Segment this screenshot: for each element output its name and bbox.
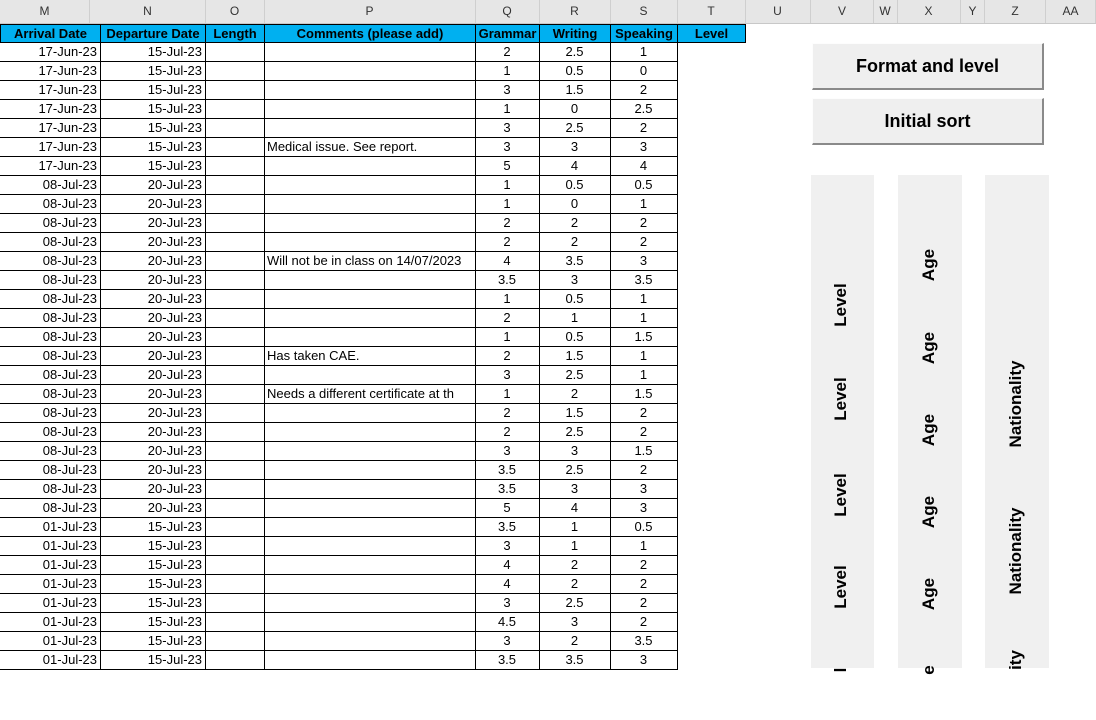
comment-cell[interactable] xyxy=(264,233,476,252)
arrival-date-cell[interactable]: 08-Jul-23 xyxy=(0,442,101,461)
departure-date-cell[interactable]: 20-Jul-23 xyxy=(100,461,206,480)
column-letter-8[interactable]: T xyxy=(677,0,746,23)
departure-date-cell[interactable]: 15-Jul-23 xyxy=(100,594,206,613)
writing-cell[interactable]: 1 xyxy=(539,537,611,556)
arrival-date-cell[interactable]: 01-Jul-23 xyxy=(0,651,101,670)
grammar-cell[interactable]: 1 xyxy=(475,62,540,81)
departure-date-cell[interactable]: 15-Jul-23 xyxy=(100,62,206,81)
length-cell[interactable] xyxy=(205,423,265,442)
speaking-cell[interactable]: 1 xyxy=(610,537,678,556)
writing-cell[interactable]: 3 xyxy=(539,480,611,499)
writing-cell[interactable]: 0.5 xyxy=(539,176,611,195)
age-option-3[interactable]: Age xyxy=(919,413,938,447)
arrival-date-cell[interactable]: 08-Jul-23 xyxy=(0,499,101,518)
comment-cell[interactable]: Will not be in class on 14/07/2023 xyxy=(264,252,476,271)
departure-date-cell[interactable]: 15-Jul-23 xyxy=(100,81,206,100)
comment-cell[interactable] xyxy=(264,81,476,100)
grammar-cell[interactable]: 3.5 xyxy=(475,518,540,537)
departure-date-cell[interactable]: 20-Jul-23 xyxy=(100,385,206,404)
arrival-date-cell[interactable]: 08-Jul-23 xyxy=(0,176,101,195)
level-option-3[interactable]: Level xyxy=(831,473,850,517)
speaking-cell[interactable]: 2 xyxy=(610,613,678,632)
grammar-cell[interactable]: 4 xyxy=(475,252,540,271)
writing-cell[interactable]: 4 xyxy=(539,499,611,518)
speaking-cell[interactable]: 4 xyxy=(610,157,678,176)
speaking-cell[interactable]: 0.5 xyxy=(610,518,678,537)
grammar-cell[interactable]: 2 xyxy=(475,309,540,328)
writing-cell[interactable]: 2 xyxy=(539,233,611,252)
arrival-date-cell[interactable]: 01-Jul-23 xyxy=(0,575,101,594)
length-cell[interactable] xyxy=(205,594,265,613)
comment-cell[interactable] xyxy=(264,100,476,119)
length-cell[interactable] xyxy=(205,480,265,499)
grammar-cell[interactable]: 3 xyxy=(475,366,540,385)
column-letter-15[interactable]: AA xyxy=(1046,0,1096,23)
speaking-cell[interactable]: 2 xyxy=(610,81,678,100)
column-letter-9[interactable]: U xyxy=(745,0,811,23)
speaking-cell[interactable]: 1 xyxy=(610,366,678,385)
comment-cell[interactable]: Needs a different certificate at th xyxy=(264,385,476,404)
departure-date-cell[interactable]: 20-Jul-23 xyxy=(100,290,206,309)
column-letter-4[interactable]: P xyxy=(264,0,476,23)
writing-cell[interactable]: 0.5 xyxy=(539,62,611,81)
grammar-cell[interactable]: 4 xyxy=(475,556,540,575)
departure-date-cell[interactable]: 20-Jul-23 xyxy=(100,366,206,385)
comment-cell[interactable] xyxy=(264,119,476,138)
speaking-cell[interactable]: 2 xyxy=(610,404,678,423)
departure-date-cell[interactable]: 15-Jul-23 xyxy=(100,100,206,119)
column-letter-5[interactable]: Q xyxy=(475,0,540,23)
arrival-date-cell[interactable]: 08-Jul-23 xyxy=(0,423,101,442)
length-cell[interactable] xyxy=(205,233,265,252)
comment-cell[interactable] xyxy=(264,290,476,309)
writing-cell[interactable]: 2.5 xyxy=(539,43,611,62)
grammar-cell[interactable]: 1 xyxy=(475,195,540,214)
header-grammar[interactable]: Grammar xyxy=(475,24,540,43)
speaking-cell[interactable]: 3.5 xyxy=(610,271,678,290)
arrival-date-cell[interactable]: 08-Jul-23 xyxy=(0,309,101,328)
column-letter-3[interactable]: O xyxy=(205,0,265,23)
speaking-cell[interactable]: 2 xyxy=(610,575,678,594)
departure-date-cell[interactable]: 15-Jul-23 xyxy=(100,556,206,575)
departure-date-cell[interactable]: 20-Jul-23 xyxy=(100,328,206,347)
initial-sort-button[interactable]: Initial sort xyxy=(812,98,1044,145)
length-cell[interactable] xyxy=(205,461,265,480)
grammar-cell[interactable]: 1 xyxy=(475,328,540,347)
speaking-cell[interactable]: 2 xyxy=(610,556,678,575)
comment-cell[interactable] xyxy=(264,214,476,233)
speaking-cell[interactable]: 0.5 xyxy=(610,176,678,195)
column-letter-2[interactable]: N xyxy=(90,0,206,23)
comment-cell[interactable] xyxy=(264,556,476,575)
length-cell[interactable] xyxy=(205,347,265,366)
arrival-date-cell[interactable]: 08-Jul-23 xyxy=(0,366,101,385)
age-option-1[interactable]: Age xyxy=(919,248,938,282)
speaking-cell[interactable]: 2 xyxy=(610,461,678,480)
departure-date-cell[interactable]: 20-Jul-23 xyxy=(100,480,206,499)
departure-date-cell[interactable]: 20-Jul-23 xyxy=(100,309,206,328)
speaking-cell[interactable]: 1.5 xyxy=(610,328,678,347)
column-letter-6[interactable]: R xyxy=(539,0,611,23)
grammar-cell[interactable]: 2 xyxy=(475,214,540,233)
comment-cell[interactable] xyxy=(264,309,476,328)
grammar-cell[interactable]: 3.5 xyxy=(475,651,540,670)
writing-cell[interactable]: 1.5 xyxy=(539,404,611,423)
grammar-cell[interactable]: 3.5 xyxy=(475,271,540,290)
length-cell[interactable] xyxy=(205,119,265,138)
departure-date-cell[interactable]: 15-Jul-23 xyxy=(100,119,206,138)
arrival-date-cell[interactable]: 08-Jul-23 xyxy=(0,195,101,214)
grammar-cell[interactable]: 1 xyxy=(475,385,540,404)
speaking-cell[interactable]: 0 xyxy=(610,62,678,81)
arrival-date-cell[interactable]: 01-Jul-23 xyxy=(0,613,101,632)
column-letter-10[interactable]: V xyxy=(811,0,874,23)
length-cell[interactable] xyxy=(205,100,265,119)
departure-date-cell[interactable]: 20-Jul-23 xyxy=(100,271,206,290)
length-cell[interactable] xyxy=(205,214,265,233)
speaking-cell[interactable]: 1.5 xyxy=(610,385,678,404)
comment-cell[interactable] xyxy=(264,157,476,176)
speaking-cell[interactable]: 1 xyxy=(610,290,678,309)
grammar-cell[interactable]: 3 xyxy=(475,138,540,157)
grammar-cell[interactable]: 3 xyxy=(475,442,540,461)
grammar-cell[interactable]: 4.5 xyxy=(475,613,540,632)
age-option-6[interactable]: e xyxy=(919,665,938,675)
arrival-date-cell[interactable]: 01-Jul-23 xyxy=(0,537,101,556)
arrival-date-cell[interactable]: 08-Jul-23 xyxy=(0,404,101,423)
grammar-cell[interactable]: 5 xyxy=(475,157,540,176)
writing-cell[interactable]: 1 xyxy=(539,518,611,537)
arrival-date-cell[interactable]: 17-Jun-23 xyxy=(0,157,101,176)
speaking-cell[interactable]: 2 xyxy=(610,423,678,442)
nationality-option-1[interactable]: Nationality xyxy=(1006,360,1025,448)
length-cell[interactable] xyxy=(205,537,265,556)
comment-cell[interactable] xyxy=(264,499,476,518)
departure-date-cell[interactable]: 20-Jul-23 xyxy=(100,442,206,461)
writing-cell[interactable]: 2.5 xyxy=(539,461,611,480)
grammar-cell[interactable]: 5 xyxy=(475,499,540,518)
length-cell[interactable] xyxy=(205,385,265,404)
nationality-option-2[interactable]: Nationality xyxy=(1006,507,1025,595)
comment-cell[interactable] xyxy=(264,328,476,347)
length-cell[interactable] xyxy=(205,157,265,176)
writing-cell[interactable]: 2.5 xyxy=(539,594,611,613)
grammar-cell[interactable]: 3 xyxy=(475,537,540,556)
length-cell[interactable] xyxy=(205,328,265,347)
writing-cell[interactable]: 0 xyxy=(539,195,611,214)
writing-cell[interactable]: 1 xyxy=(539,309,611,328)
length-cell[interactable] xyxy=(205,651,265,670)
speaking-cell[interactable]: 3 xyxy=(610,651,678,670)
comment-cell[interactable] xyxy=(264,594,476,613)
arrival-date-cell[interactable]: 08-Jul-23 xyxy=(0,290,101,309)
departure-date-cell[interactable]: 20-Jul-23 xyxy=(100,176,206,195)
speaking-cell[interactable]: 2 xyxy=(610,594,678,613)
header-level[interactable]: Level xyxy=(677,24,746,43)
comment-cell[interactable] xyxy=(264,176,476,195)
speaking-cell[interactable]: 3 xyxy=(610,499,678,518)
level-option-2[interactable]: Level xyxy=(831,377,850,421)
arrival-date-cell[interactable]: 17-Jun-23 xyxy=(0,138,101,157)
grammar-cell[interactable]: 3.5 xyxy=(475,480,540,499)
speaking-cell[interactable]: 3 xyxy=(610,138,678,157)
writing-cell[interactable]: 1.5 xyxy=(539,347,611,366)
arrival-date-cell[interactable]: 08-Jul-23 xyxy=(0,347,101,366)
departure-date-cell[interactable]: 20-Jul-23 xyxy=(100,499,206,518)
speaking-cell[interactable]: 3 xyxy=(610,480,678,499)
comment-cell[interactable] xyxy=(264,461,476,480)
arrival-date-cell[interactable]: 08-Jul-23 xyxy=(0,271,101,290)
writing-cell[interactable]: 2 xyxy=(539,632,611,651)
grammar-cell[interactable]: 3 xyxy=(475,81,540,100)
writing-cell[interactable]: 0.5 xyxy=(539,290,611,309)
grammar-cell[interactable]: 1 xyxy=(475,100,540,119)
age-option-4[interactable]: Age xyxy=(919,495,938,529)
departure-date-cell[interactable]: 15-Jul-23 xyxy=(100,43,206,62)
writing-cell[interactable]: 3 xyxy=(539,613,611,632)
speaking-cell[interactable]: 1 xyxy=(610,43,678,62)
arrival-date-cell[interactable]: 08-Jul-23 xyxy=(0,461,101,480)
speaking-cell[interactable]: 3.5 xyxy=(610,632,678,651)
writing-cell[interactable]: 2 xyxy=(539,556,611,575)
departure-date-cell[interactable]: 20-Jul-23 xyxy=(100,423,206,442)
writing-cell[interactable]: 3.5 xyxy=(539,651,611,670)
grammar-cell[interactable]: 3 xyxy=(475,594,540,613)
writing-cell[interactable]: 4 xyxy=(539,157,611,176)
level-option-4[interactable]: Level xyxy=(831,565,850,609)
departure-date-cell[interactable]: 20-Jul-23 xyxy=(100,195,206,214)
arrival-date-cell[interactable]: 17-Jun-23 xyxy=(0,81,101,100)
writing-cell[interactable]: 3.5 xyxy=(539,252,611,271)
length-cell[interactable] xyxy=(205,138,265,157)
length-cell[interactable] xyxy=(205,62,265,81)
speaking-cell[interactable]: 2 xyxy=(610,119,678,138)
departure-date-cell[interactable]: 15-Jul-23 xyxy=(100,518,206,537)
length-cell[interactable] xyxy=(205,632,265,651)
arrival-date-cell[interactable]: 08-Jul-23 xyxy=(0,328,101,347)
writing-cell[interactable]: 2 xyxy=(539,214,611,233)
grammar-cell[interactable]: 3 xyxy=(475,119,540,138)
writing-cell[interactable]: 2 xyxy=(539,385,611,404)
comment-cell[interactable] xyxy=(264,480,476,499)
departure-date-cell[interactable]: 20-Jul-23 xyxy=(100,347,206,366)
departure-date-cell[interactable]: 15-Jul-23 xyxy=(100,575,206,594)
speaking-cell[interactable]: 1 xyxy=(610,309,678,328)
departure-date-cell[interactable]: 20-Jul-23 xyxy=(100,404,206,423)
grammar-cell[interactable]: 1 xyxy=(475,290,540,309)
arrival-date-cell[interactable]: 17-Jun-23 xyxy=(0,43,101,62)
arrival-date-cell[interactable]: 01-Jul-23 xyxy=(0,594,101,613)
length-cell[interactable] xyxy=(205,176,265,195)
grammar-cell[interactable]: 2 xyxy=(475,404,540,423)
departure-date-cell[interactable]: 15-Jul-23 xyxy=(100,157,206,176)
age-option-5[interactable]: Age xyxy=(919,577,938,611)
column-letter-7[interactable]: S xyxy=(610,0,678,23)
writing-cell[interactable]: 0.5 xyxy=(539,328,611,347)
speaking-cell[interactable]: 1 xyxy=(610,195,678,214)
length-cell[interactable] xyxy=(205,43,265,62)
departure-date-cell[interactable]: 15-Jul-23 xyxy=(100,613,206,632)
writing-cell[interactable]: 1.5 xyxy=(539,81,611,100)
speaking-cell[interactable]: 2.5 xyxy=(610,100,678,119)
grammar-cell[interactable]: 2 xyxy=(475,423,540,442)
length-cell[interactable] xyxy=(205,366,265,385)
writing-cell[interactable]: 0 xyxy=(539,100,611,119)
arrival-date-cell[interactable]: 01-Jul-23 xyxy=(0,632,101,651)
header-speaking[interactable]: Speaking xyxy=(610,24,678,43)
arrival-date-cell[interactable]: 08-Jul-23 xyxy=(0,480,101,499)
writing-cell[interactable]: 3 xyxy=(539,271,611,290)
writing-cell[interactable]: 2.5 xyxy=(539,119,611,138)
comment-cell[interactable] xyxy=(264,366,476,385)
departure-date-cell[interactable]: 15-Jul-23 xyxy=(100,138,206,157)
comment-cell[interactable] xyxy=(264,518,476,537)
length-cell[interactable] xyxy=(205,309,265,328)
header-comments[interactable]: Comments (please add) xyxy=(264,24,476,43)
header-departure-date[interactable]: Departure Date xyxy=(100,24,206,43)
speaking-cell[interactable]: 2 xyxy=(610,214,678,233)
comment-cell[interactable] xyxy=(264,632,476,651)
column-letter-11[interactable]: W xyxy=(873,0,898,23)
comment-cell[interactable] xyxy=(264,651,476,670)
nationality-option-3[interactable]: ity xyxy=(1006,650,1025,670)
comment-cell[interactable] xyxy=(264,404,476,423)
writing-cell[interactable]: 2 xyxy=(539,575,611,594)
comment-cell[interactable] xyxy=(264,195,476,214)
length-cell[interactable] xyxy=(205,81,265,100)
writing-cell[interactable]: 2.5 xyxy=(539,366,611,385)
arrival-date-cell[interactable]: 01-Jul-23 xyxy=(0,518,101,537)
length-cell[interactable] xyxy=(205,290,265,309)
writing-cell[interactable]: 3 xyxy=(539,138,611,157)
length-cell[interactable] xyxy=(205,499,265,518)
level-panel[interactable] xyxy=(811,175,874,673)
grammar-cell[interactable]: 3.5 xyxy=(475,461,540,480)
column-letter-12[interactable]: X xyxy=(897,0,961,23)
length-cell[interactable] xyxy=(205,252,265,271)
arrival-date-cell[interactable]: 08-Jul-23 xyxy=(0,233,101,252)
level-option-5[interactable]: l xyxy=(831,667,850,673)
header-arrival-date[interactable]: Arrival Date xyxy=(0,24,101,43)
grammar-cell[interactable]: 4 xyxy=(475,575,540,594)
arrival-date-cell[interactable]: 08-Jul-23 xyxy=(0,385,101,404)
comment-cell[interactable] xyxy=(264,271,476,290)
writing-cell[interactable]: 2.5 xyxy=(539,423,611,442)
length-cell[interactable] xyxy=(205,442,265,461)
column-letter-13[interactable]: Y xyxy=(961,0,985,23)
grammar-cell[interactable]: 1 xyxy=(475,176,540,195)
departure-date-cell[interactable]: 15-Jul-23 xyxy=(100,651,206,670)
departure-date-cell[interactable]: 20-Jul-23 xyxy=(100,214,206,233)
comment-cell[interactable]: Has taken CAE. xyxy=(264,347,476,366)
arrival-date-cell[interactable]: 17-Jun-23 xyxy=(0,100,101,119)
nationality-panel[interactable] xyxy=(985,175,1049,668)
length-cell[interactable] xyxy=(205,195,265,214)
age-option-2[interactable]: Age xyxy=(919,331,938,365)
length-cell[interactable] xyxy=(205,556,265,575)
grammar-cell[interactable]: 3 xyxy=(475,632,540,651)
header-length[interactable]: Length xyxy=(205,24,265,43)
speaking-cell[interactable]: 1.5 xyxy=(610,442,678,461)
grammar-cell[interactable]: 2 xyxy=(475,347,540,366)
length-cell[interactable] xyxy=(205,613,265,632)
header-writing[interactable]: Writing xyxy=(539,24,611,43)
format-and-level-button[interactable]: Format and level xyxy=(812,43,1044,90)
comment-cell[interactable] xyxy=(264,423,476,442)
length-cell[interactable] xyxy=(205,518,265,537)
length-cell[interactable] xyxy=(205,271,265,290)
length-cell[interactable] xyxy=(205,575,265,594)
arrival-date-cell[interactable]: 17-Jun-23 xyxy=(0,62,101,81)
column-letter-14[interactable]: Z xyxy=(985,0,1046,23)
length-cell[interactable] xyxy=(205,404,265,423)
speaking-cell[interactable]: 3 xyxy=(610,252,678,271)
departure-date-cell[interactable]: 20-Jul-23 xyxy=(100,252,206,271)
arrival-date-cell[interactable]: 17-Jun-23 xyxy=(0,119,101,138)
column-letter-1[interactable]: M xyxy=(0,0,90,23)
arrival-date-cell[interactable]: 08-Jul-23 xyxy=(0,252,101,271)
comment-cell[interactable]: Medical issue. See report. xyxy=(264,138,476,157)
age-panel[interactable] xyxy=(898,175,962,675)
arrival-date-cell[interactable]: 01-Jul-23 xyxy=(0,556,101,575)
grammar-cell[interactable]: 2 xyxy=(475,43,540,62)
departure-date-cell[interactable]: 20-Jul-23 xyxy=(100,233,206,252)
comment-cell[interactable] xyxy=(264,575,476,594)
departure-date-cell[interactable]: 15-Jul-23 xyxy=(100,632,206,651)
comment-cell[interactable] xyxy=(264,43,476,62)
comment-cell[interactable] xyxy=(264,537,476,556)
level-option-1[interactable]: Level xyxy=(831,283,850,327)
writing-cell[interactable]: 3 xyxy=(539,442,611,461)
comment-cell[interactable] xyxy=(264,442,476,461)
departure-date-cell[interactable]: 15-Jul-23 xyxy=(100,537,206,556)
arrival-date-cell[interactable]: 08-Jul-23 xyxy=(0,214,101,233)
column-header-bar xyxy=(0,0,1096,24)
speaking-cell[interactable]: 2 xyxy=(610,233,678,252)
comment-cell[interactable] xyxy=(264,62,476,81)
comment-cell[interactable] xyxy=(264,613,476,632)
speaking-cell[interactable]: 1 xyxy=(610,347,678,366)
grammar-cell[interactable]: 2 xyxy=(475,233,540,252)
